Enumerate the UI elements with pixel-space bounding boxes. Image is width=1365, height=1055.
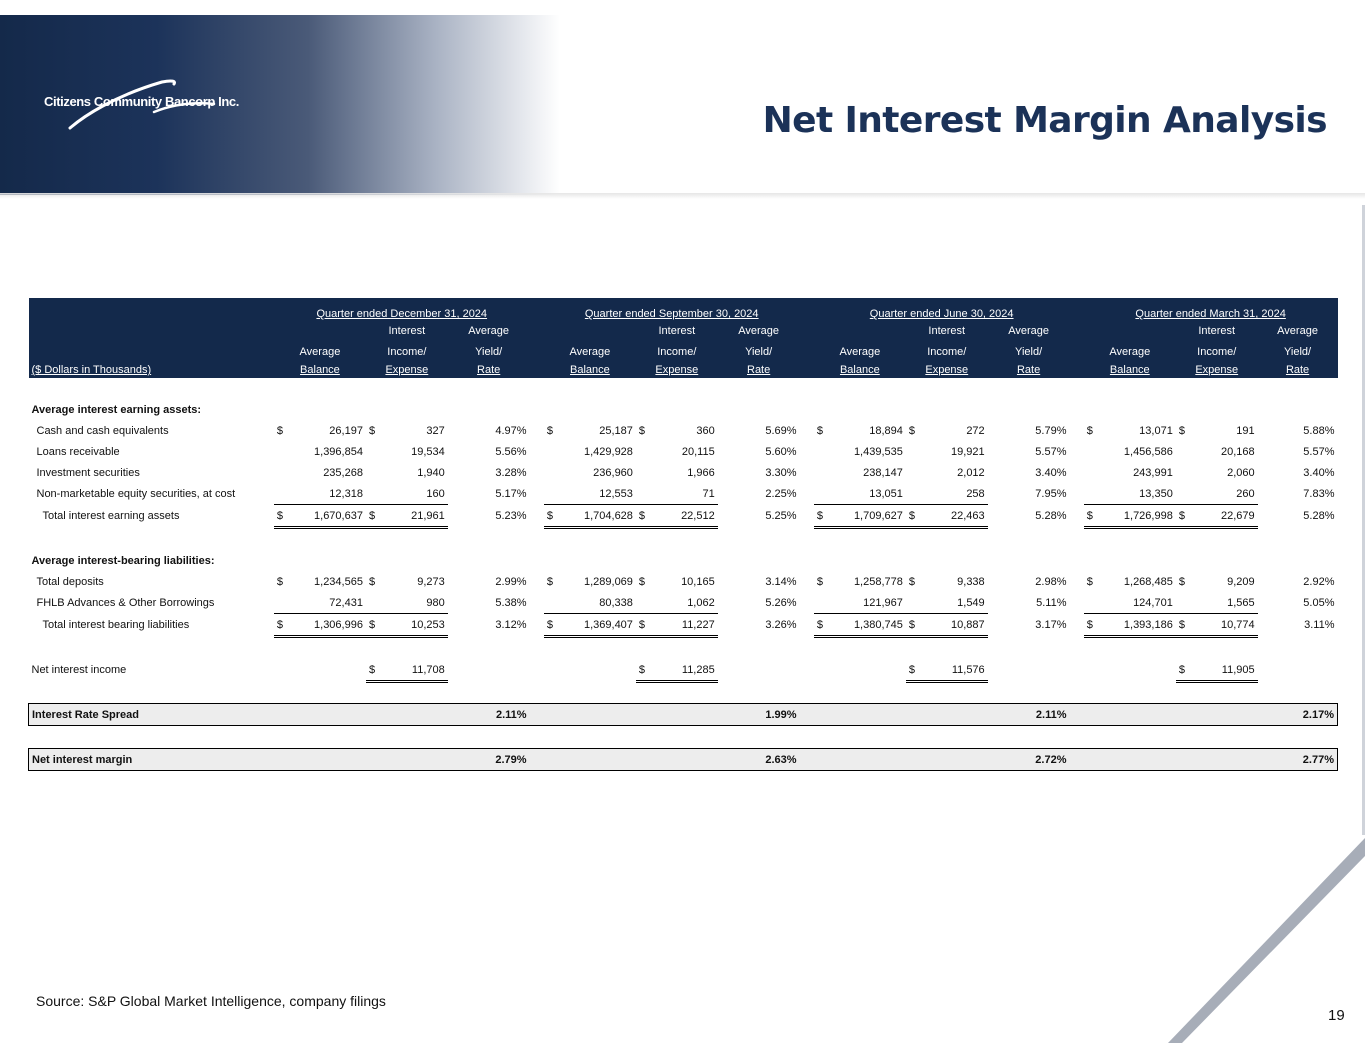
dollar-sign: $ [368,618,376,631]
header-row-2 [29,341,1338,362]
cell-rate: 5.38% [495,596,527,609]
cell-income: 1,565 [1176,592,1258,614]
col-head: Income/ [906,341,988,362]
cell-rate: 2.25% [765,487,797,500]
col-head: Income/ [636,341,718,362]
cell-rate: 1.99% [718,704,800,726]
cell-rate: 2.63% [718,749,800,771]
cell-income: 19,534 [411,445,445,458]
table-row [29,483,1338,505]
dollar-sign: $ [1178,509,1185,522]
dollar-sign: $ [1178,424,1185,437]
col-head: Expense [1195,364,1239,376]
col-head: Balance [570,364,610,376]
col-head: Average [544,341,636,362]
cell-rate: 5.25% [765,510,797,522]
cell-balance: 1,726,998 [1123,509,1173,522]
section-heading-liabilities [29,550,1338,571]
dollar-sign: $ [368,663,376,676]
dollar-sign: $ [276,424,284,437]
cell-income: 258 [906,483,988,505]
cell-rate: 5.11% [1036,596,1067,609]
cell-income: 2,060 [1227,466,1255,479]
cell-rate: 5.88% [1303,424,1335,437]
section-label: Average interest-bearing liabilities: [31,554,215,567]
cell-rate: 5.05% [1303,596,1335,609]
row-label: Total interest bearing liabilities [42,619,190,631]
cell-balance: 1,268,485 [1123,575,1173,588]
quarter-header-q4: Quarter ended December 31, 2024 [316,308,488,320]
cell-balance: 235,268 [323,466,363,479]
col-head: Average [718,320,800,341]
col-head: Yield/ [1258,341,1338,362]
cell-income: 22,512 [681,509,715,522]
cell-balance: 1,393,186 [1123,618,1173,631]
col-head: Interest [906,320,988,341]
company-logo [44,76,284,136]
table-row [29,592,1338,614]
header-shadow [0,193,1365,199]
cell-rate: 5.79% [1035,424,1067,437]
page-number: 19 [1328,1007,1345,1024]
dollar-sign: $ [816,509,823,522]
cell-rate: 4.97% [495,424,527,437]
dollar-sign: $ [546,424,554,437]
cell-balance: 1,234,565 [314,575,363,588]
cell-rate: 7.83% [1303,487,1335,500]
row-label: Total interest earning assets [42,510,180,522]
col-head: Interest [636,320,718,341]
cell-income: 9,273 [417,575,445,588]
cell-income: 160 [366,483,448,505]
cell-balance: 13,350 [1084,483,1176,505]
cell-balance: 1,369,407 [583,618,633,631]
cell-rate: 3.40% [1035,466,1067,479]
col-head: Expense [655,364,699,376]
cell-income: 22,463 [951,509,985,522]
header-row-3 [29,362,1338,378]
cell-rate: 2.77% [1258,749,1338,771]
cell-rate: 2.92% [1303,575,1335,588]
cell-balance: 1,258,778 [853,575,903,588]
cell-income: 1,549 [906,592,988,614]
net-interest-margin-row [29,749,1338,771]
row-label: Loans receivable [36,445,120,458]
cell-rate: 3.11% [1304,619,1335,631]
interest-rate-spread-row [29,704,1338,726]
dollar-sign: $ [1178,663,1185,676]
cell-rate: 5.26% [765,596,797,609]
page-title: Net Interest Margin Analysis [762,100,1327,141]
col-head: Rate [1016,364,1041,376]
col-head: Balance [839,364,880,376]
cell-income: 260 [1176,483,1258,505]
dollar-sign: $ [276,509,284,522]
cell-income: 1,062 [636,592,718,614]
cell-balance: 80,338 [544,592,636,614]
row-label: Investment securities [36,466,140,479]
cell-balance: 1,439,535 [853,445,903,458]
dollar-sign: $ [1086,509,1093,522]
cell-income: 360 [696,424,715,437]
cell-rate: 3.30% [765,466,797,479]
section-heading-assets [29,399,1338,420]
cell-income: 11,227 [681,618,715,631]
cell-income: 10,165 [681,575,715,588]
cell-income: 11,905 [1221,663,1255,676]
dollar-sign: $ [546,509,554,522]
col-head: Average [274,341,366,362]
col-head: Income/ [366,341,448,362]
row-label: Non-marketable equity securities, at cost [36,487,236,500]
cell-income: 11,708 [411,663,445,676]
table-row [29,441,1338,462]
cell-rate: 2.72% [988,749,1070,771]
cell-income: 191 [1236,424,1255,437]
dollar-sign: $ [816,618,823,631]
quarter-header-q2: Quarter ended June 30, 2024 [869,308,1014,320]
cell-balance: 238,147 [863,466,903,479]
units-label: ($ Dollars in Thousands) [31,364,152,376]
cell-rate: 2.11% [988,704,1070,726]
col-head: Yield/ [718,341,800,362]
cell-rate: 5.23% [495,510,527,522]
cell-income: 1,940 [417,466,445,479]
cell-rate: 2.11% [448,704,530,726]
cell-income: 21,961 [411,509,445,522]
net-interest-margin-table [28,298,1338,771]
col-head: Balance [1109,364,1150,376]
dollar-sign: $ [546,618,554,631]
cell-income: 20,168 [1220,445,1255,458]
table-row-total [29,614,1338,637]
row-label: Net interest income [31,664,127,677]
cell-balance: 72,431 [274,592,366,614]
cell-income: 20,115 [681,445,715,458]
cell-balance: 26,197 [329,424,363,437]
dollar-sign: $ [276,618,284,631]
row-label: Total deposits [36,575,104,588]
cell-rate: 2.98% [1035,575,1067,588]
table-row-total [29,505,1338,528]
col-head: Rate [477,364,501,376]
header-row-quarters [29,298,1338,320]
cell-rate: 7.95% [1035,487,1067,500]
dollar-sign: $ [546,575,554,588]
col-head: Expense [925,364,969,376]
cell-rate: 2.17% [1258,704,1338,726]
col-head: Rate [1285,364,1310,376]
row-label: Net interest margin [29,749,274,771]
cell-rate: 5.17% [495,487,527,500]
cell-balance: 1,306,996 [314,618,363,631]
cell-rate: 5.60% [765,445,797,458]
cell-balance: 1,396,854 [314,445,363,458]
cell-income: 272 [966,424,985,437]
cell-rate: 5.57% [1303,445,1335,458]
row-label: Cash and cash equivalents [36,424,169,437]
col-head: Interest [1176,320,1258,341]
cell-income: 11,576 [951,663,985,676]
cell-balance: 1,380,745 [853,618,903,631]
dollar-sign: $ [638,618,646,631]
dollar-sign: $ [1086,424,1093,437]
col-head: Average [1084,341,1176,362]
dollar-sign: $ [908,509,915,522]
cell-rate: 3.26% [765,619,797,631]
cell-income: 1,966 [687,466,715,479]
row-label: Interest Rate Spread [29,704,274,726]
col-head: Interest [366,320,448,341]
dollar-sign: $ [368,509,376,522]
cell-rate: 2.99% [495,575,527,588]
dollar-sign: $ [638,424,646,437]
cell-rate: 3.28% [495,466,527,479]
dollar-sign: $ [908,424,915,437]
cell-balance: 13,051 [814,483,906,505]
cell-rate: 5.57% [1035,445,1067,458]
col-head: Yield/ [988,341,1070,362]
cell-rate: 3.12% [495,619,527,631]
dollar-sign: $ [908,575,915,588]
cell-balance: 1,456,586 [1123,445,1173,458]
dollar-sign: $ [638,663,646,676]
col-head: Average [814,341,906,362]
dollar-sign: $ [1086,618,1093,631]
dollar-sign: $ [368,575,376,588]
table-row [29,571,1338,592]
cell-rate: 5.28% [1035,510,1067,522]
cell-rate: 2.79% [448,749,530,771]
dollar-sign: $ [1178,575,1185,588]
cell-balance: 1,670,637 [314,509,363,522]
cell-balance: 18,894 [869,424,903,437]
cell-rate: 3.17% [1035,619,1067,631]
cell-income: 10,887 [951,618,985,631]
source-note: Source: S&P Global Market Intelligence, company filings [36,993,386,1009]
cell-rate: 5.28% [1303,510,1335,522]
dollar-sign: $ [276,575,284,588]
cell-income: 10,253 [411,618,445,631]
cell-income: 9,209 [1227,575,1255,588]
cell-balance: 243,991 [1133,466,1173,479]
dollar-sign: $ [816,575,823,588]
nim-table-container [28,298,1338,771]
dollar-sign: $ [638,509,646,522]
cell-balance: 1,709,627 [853,509,903,522]
dollar-sign: $ [1178,618,1185,631]
table-row [29,462,1338,483]
cell-balance: 12,553 [544,483,636,505]
cell-balance: 13,071 [1139,424,1173,437]
cell-income: 9,338 [957,575,985,588]
cell-income: 980 [366,592,448,614]
dollar-sign: $ [908,618,915,631]
net-interest-income-row [29,659,1338,682]
col-head: Balance [300,364,340,376]
dollar-sign: $ [816,424,823,437]
cell-rate: 3.14% [765,575,797,588]
cell-balance: 25,187 [599,424,633,437]
header-row-1 [29,320,1338,341]
col-head: Income/ [1176,341,1258,362]
cell-rate: 3.40% [1303,466,1335,479]
cell-income: 11,285 [681,663,715,676]
cell-income: 19,921 [951,445,985,458]
dollar-sign: $ [1086,575,1093,588]
col-head: Expense [385,364,429,376]
dollar-sign: $ [638,575,646,588]
col-head: Yield/ [448,341,530,362]
cell-balance: 1,289,069 [583,575,633,588]
logo-text: Citizens Community Bancorp Inc. [44,94,239,109]
cell-balance: 121,967 [814,592,906,614]
cell-balance: 1,704,628 [583,509,633,522]
col-head: Average [448,320,530,341]
cell-income: 10,774 [1220,618,1255,631]
dollar-sign: $ [368,424,376,437]
cell-balance: 1,429,928 [583,445,633,458]
cell-income: 22,679 [1220,509,1255,522]
col-head: Average [1258,320,1338,341]
quarter-header-q1: Quarter ended March 31, 2024 [1135,308,1286,320]
dollar-sign: $ [908,663,915,676]
cell-balance: 236,960 [593,466,633,479]
cell-rate: 5.56% [495,445,527,458]
cell-income: 71 [636,483,718,505]
col-head: Average [988,320,1070,341]
col-head: Rate [747,364,771,376]
cell-balance: 12,318 [274,483,366,505]
cell-rate: 5.69% [765,424,797,437]
cell-income: 327 [426,424,445,437]
cell-income: 2,012 [957,466,985,479]
section-label: Average interest earning assets: [31,403,202,416]
quarter-header-q3: Quarter ended September 30, 2024 [584,308,759,320]
row-label: FHLB Advances & Other Borrowings [36,596,215,609]
cell-balance: 124,701 [1084,592,1176,614]
table-row [29,420,1338,441]
